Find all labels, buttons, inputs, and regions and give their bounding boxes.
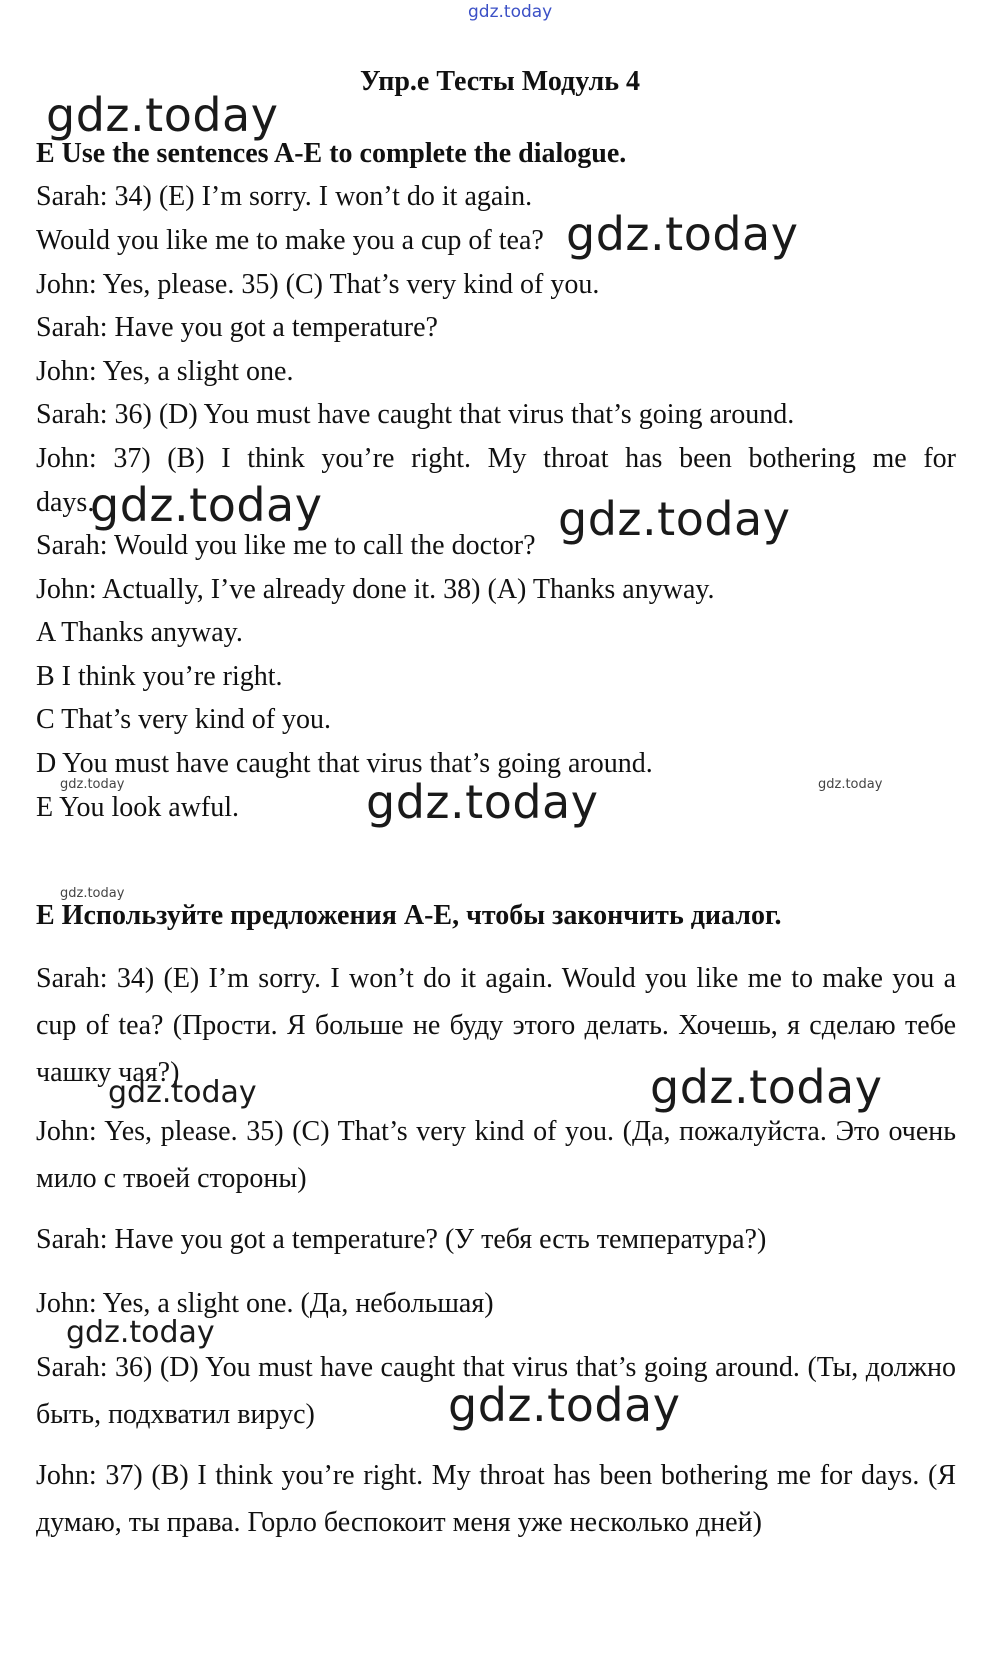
watermark-top: gdz.today xyxy=(468,2,553,22)
dialogue-line: days. xyxy=(36,487,95,518)
translation-paragraph: John: Yes, please. 35) (C) That’s very kind of you. (Да, пожалуйста. Это очень мило с твоей стороны) xyxy=(36,1116,956,1194)
watermark-small: gdz.today xyxy=(60,886,125,901)
dialogue-line: Sarah: 36) (D) You must have caught that virus that’s going around. xyxy=(36,399,795,430)
option-item: E You look awful. xyxy=(36,792,240,823)
watermark: gdz.today xyxy=(90,478,323,532)
section-heading-en: E Use the sentences A-E to complete the dialogue. xyxy=(36,138,627,169)
translation-paragraph: Sarah: Have you got a temperature? (У тебя есть температура?) xyxy=(36,1224,767,1255)
watermark: gdz.today xyxy=(566,207,799,261)
watermark: gdz.today xyxy=(108,1075,257,1110)
watermark: gdz.today xyxy=(650,1060,883,1114)
dialogue-line: John: Actually, I’ve already done it. 38) (A) Thanks anyway. xyxy=(36,574,715,605)
watermark-small: gdz.today xyxy=(60,777,125,792)
section-heading-ru: E Используйте предложения A-E, чтобы закончить диалог. xyxy=(36,900,782,931)
option-item: D You must have caught that virus that’s going around. xyxy=(36,748,653,779)
watermark: gdz.today xyxy=(448,1378,681,1432)
dialogue-line: Sarah: Would you like me to call the doctor? xyxy=(36,530,536,561)
watermark: gdz.today xyxy=(366,775,599,829)
page-title: Упр.е Тесты Модуль 4 xyxy=(359,66,641,97)
watermark: gdz.today xyxy=(558,492,791,546)
dialogue-line: Sarah: Have you got a temperature? xyxy=(36,312,438,343)
watermark-small: gdz.today xyxy=(818,777,883,792)
dialogue-line: Sarah: 34) (E) I’m sorry. I won’t do it again. xyxy=(36,181,533,212)
dialogue-line: John: 37) (B) I think you’re right. My throat has been bothering me for xyxy=(36,443,956,474)
option-item: C That’s very kind of you. xyxy=(36,704,332,735)
dialogue-line: Would you like me to make you a cup of tea? xyxy=(36,225,544,256)
translation-paragraph: John: Yes, a slight one. (Да, небольшая) xyxy=(36,1288,494,1319)
option-item: A Thanks anyway. xyxy=(36,617,243,648)
translation-paragraph: Sarah: 36) (D) You must have caught that virus that’s going around. (Ты, должно быть, подхватил вирус) xyxy=(36,1352,956,1430)
watermark: gdz.today xyxy=(46,88,279,142)
dialogue-line: John: Yes, please. 35) (C) That’s very kind of you. xyxy=(36,269,600,300)
option-item: B I think you’re right. xyxy=(36,661,283,692)
dialogue-line: John: Yes, a slight one. xyxy=(36,356,294,387)
translation-paragraph: Sarah: 34) (E) I’m sorry. I won’t do it again. Would you like me to make you a cup of tea? (Прости. Я больше не буду этого делать. Хочешь, я сделаю тебе чашку чая?) xyxy=(36,963,956,1088)
translation-paragraph: John: 37) (B) I think you’re right. My throat has been bothering me for days. (Я думаю, ты права. Горло беспокоит меня уже несколько дней) xyxy=(36,1460,956,1538)
watermark: gdz.today xyxy=(66,1315,215,1350)
